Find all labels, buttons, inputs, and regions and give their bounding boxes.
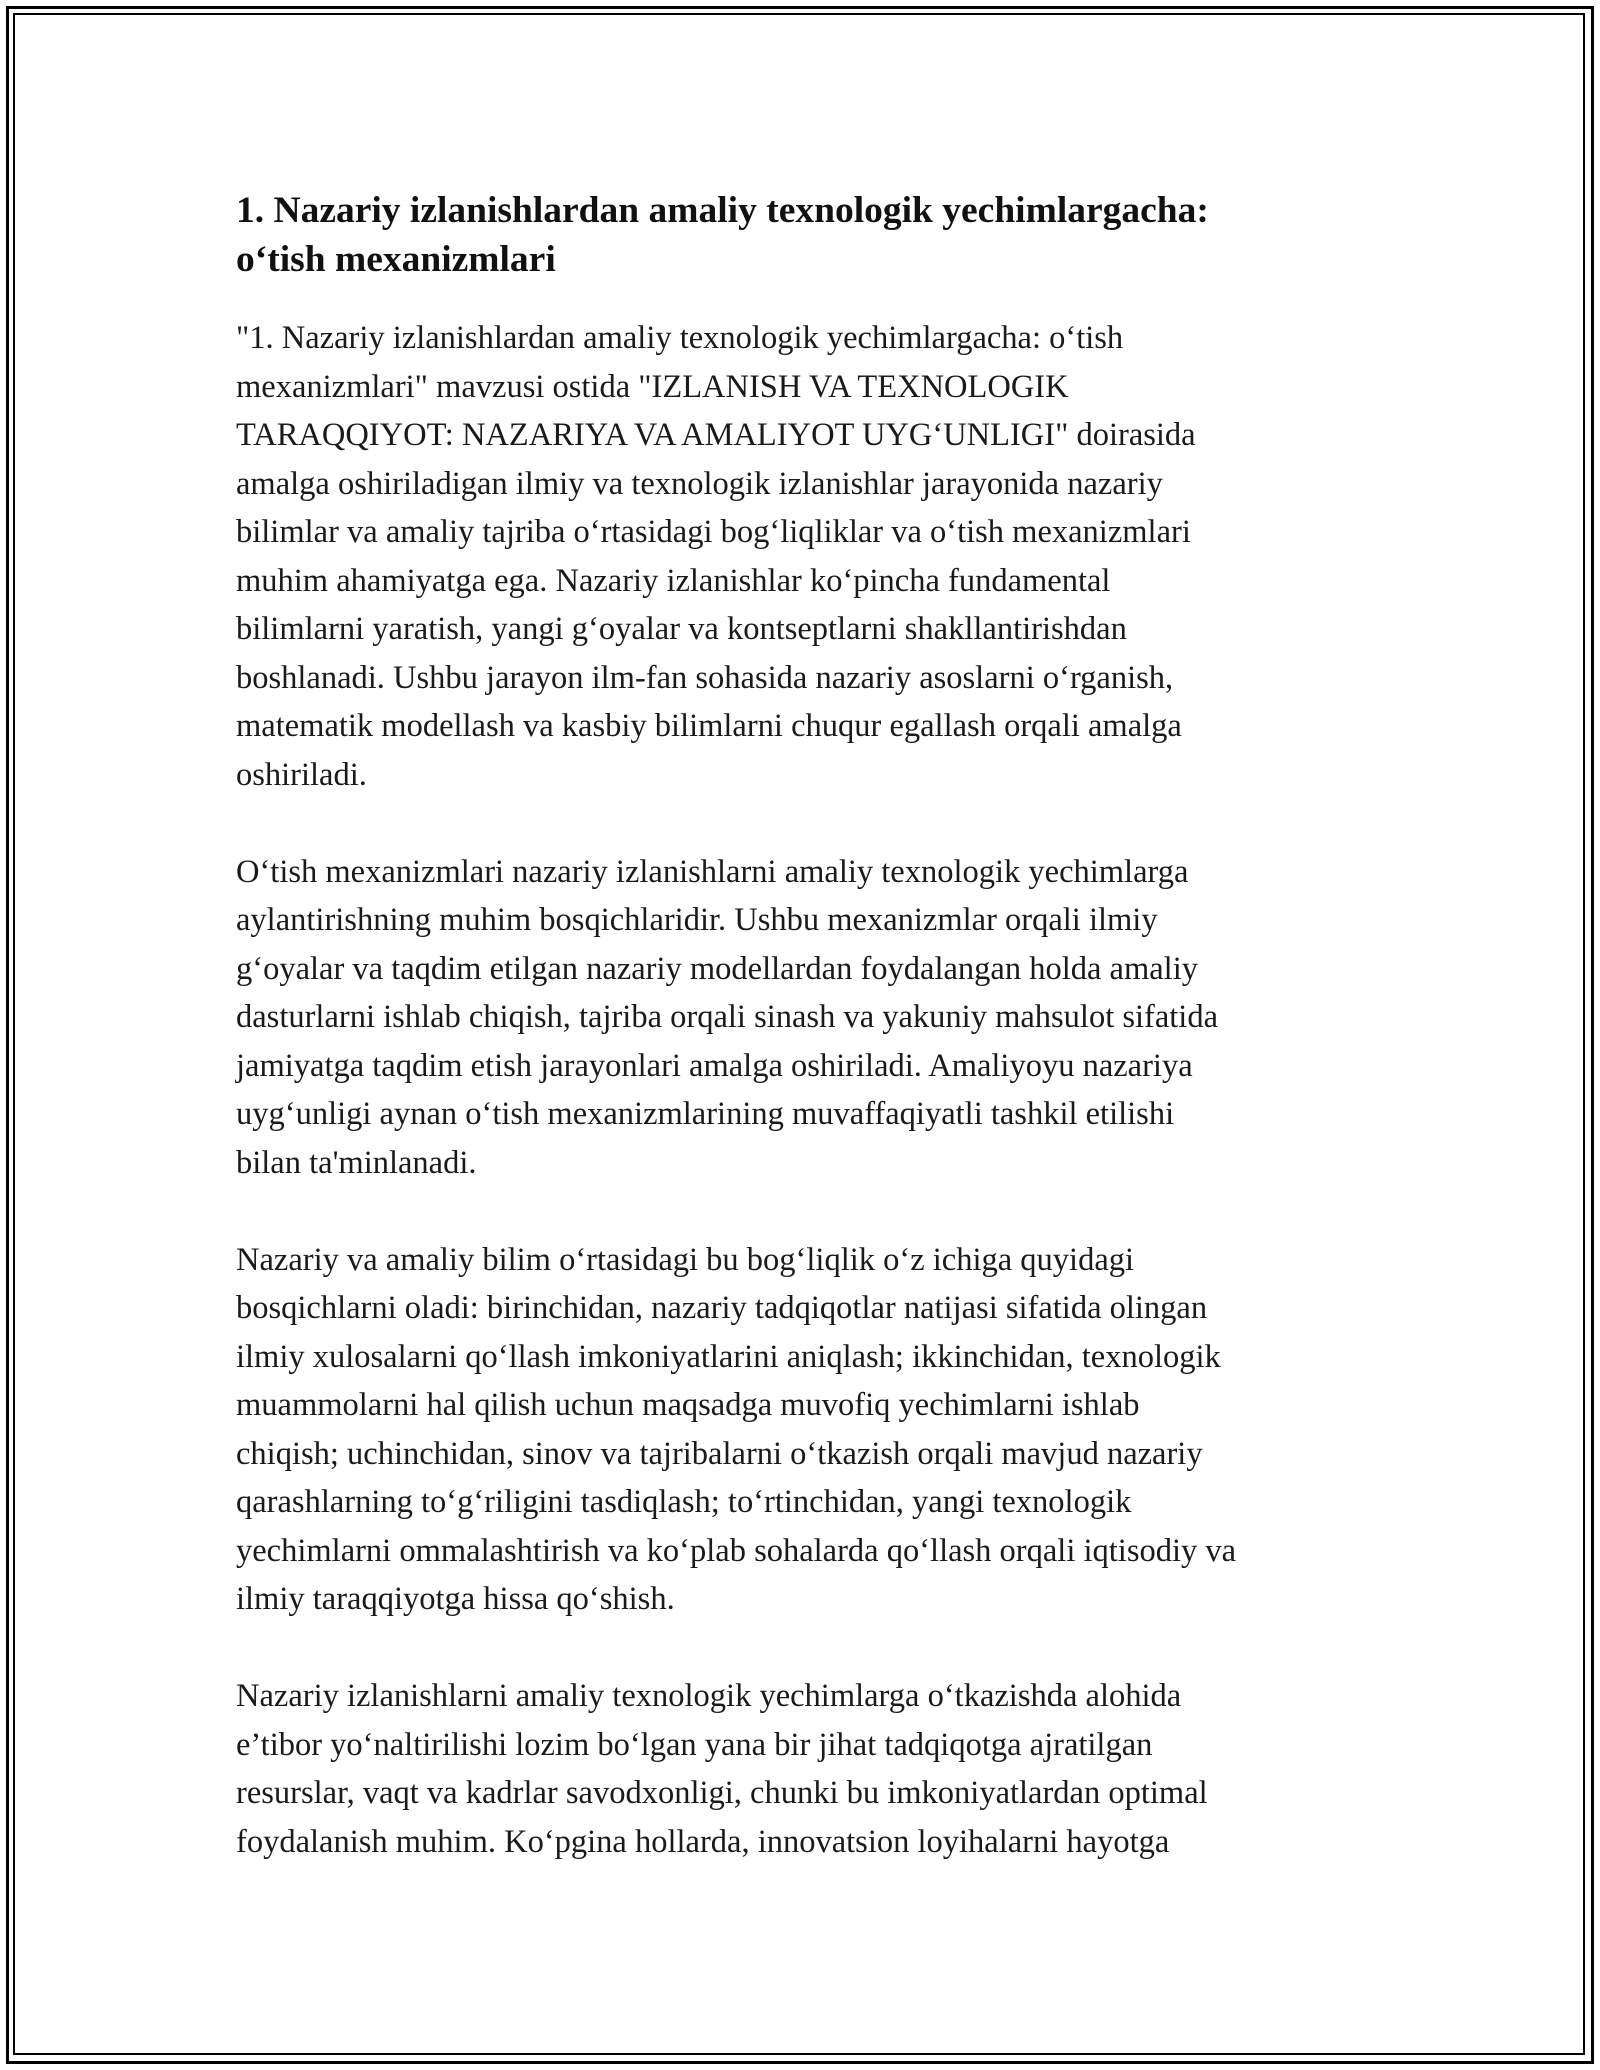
paragraph-4: Nazariy izlanishlarni amaliy texnologik yechimlarga o‘tkazishda alohida e’tibor yo‘naltirilishi lozim bo‘lgan yana bir jihat tadqiqotga ajratilgan resurslar, vaqt va kadrlar savodxonligi, chunki bu imkoniyatlardan optimal foydalanish muhim. Ko‘pgina hollarda, innovatsion loyihalarni hayotga bbox=[236, 1678, 1208, 1860]
paragraph-3: Nazariy va amaliy bilim o‘rtasidagi bu bog‘liqlik o‘z ichiga quyidagi bosqichlarni oladi: birinchidan, nazariy tadqiqotlar natijasi sifatida olingan ilmiy xulosalarni qo‘llash imkoniyatlarini aniqlash; ikkinchidan, texnologik muammolarni hal qilish uchun maqsadga muvofiq yechimlarni ishlab chiqish; uchinchidan, sinov va tajribalarni o‘tkazish orqali mavjud nazariy qarashlarning to‘g‘riligini tasdiqlash; to‘rtinchidan, yangi texnologik yechimlarni ommalashtirish va ko‘plab sohalarda qo‘llash orqali iqtisodiy va ilmiy taraqqiyotga hissa qo‘shish. bbox=[236, 1241, 1237, 1617]
document-body bbox=[236, 186, 1366, 1915]
section-heading: 1. Nazariy izlanishlardan amaliy texnologik yechimlargacha: o‘tish mexanizmlari bbox=[236, 190, 1209, 280]
paragraph-2: O‘tish mexanizmlari nazariy izlanishlarni amaliy texnologik yechimlarga aylantirishning muhim bosqichlaridir. Ushbu mexanizmlar orqali ilmiy g‘oyalar va taqdim etilgan nazariy modellardan foydalangan holda amaliy dasturlarni ishlab chiqish, tajriba orqali sinash va yakuniy mahsulot sifatida jamiyatga taqdim etish jarayonlari amalga oshiriladi. Amaliyoyu nazariya uyg‘unligi aynan o‘tish mexanizmlarining muvaffaqiyatli tashkil etilishi bilan ta'minlanadi. bbox=[236, 853, 1219, 1181]
paragraph-1: "1. Nazariy izlanishlardan amaliy texnologik yechimlargacha: o‘tish mexanizmlari" mavzusi ostida "IZLANISH VA TEXNOLOGIK TARAQQIYOT: NAZARIYA VA AMALIYOT UYG‘UNLIGI" doirasida amalga oshiriladigan ilmiy va texnologik izlanishlar jarayonida nazariy bilimlar va amaliy tajriba o‘rtasidagi bog‘liqliklar va o‘tish mexanizmlari muhim ahamiyatga ega. Nazariy izlanishlar ko‘pincha fundamental bilimlarni yaratish, yangi g‘oyalar va kontseptlarni shakllantirishdan boshlanadi. Ushbu jarayon ilm-fan sohasida nazariy asoslarni o‘rganish, matematik modellash va kasbiy bilimlarni chuqur egallash orqali amalga oshiriladi. bbox=[236, 320, 1196, 793]
